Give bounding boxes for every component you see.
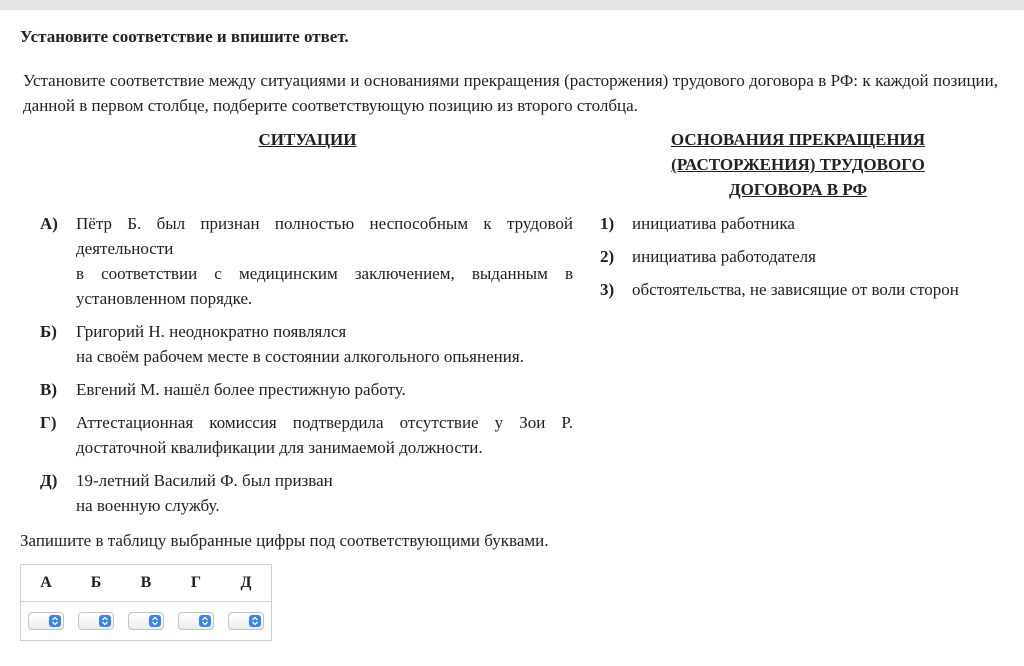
- grounds-header-line: (РАСТОРЖЕНИЯ) ТРУДОВОГО: [671, 155, 925, 174]
- situations-header: СИТУАЦИИ: [258, 130, 357, 149]
- answer-cell: [221, 602, 272, 641]
- situation-text: [76, 377, 573, 402]
- ground-text: обстоятельства, не зависящие от воли сторон: [632, 280, 959, 299]
- situation-text-line: 19-летний Василий Ф. был призван: [76, 471, 333, 490]
- situation-item-a: [40, 211, 573, 311]
- situation-letter: А): [40, 214, 58, 233]
- situation-letter: В): [40, 380, 57, 399]
- situation-text-line: на своём рабочем месте в состоянии алкогольного опьянения.: [76, 347, 524, 366]
- ground-item-3: [600, 277, 1000, 302]
- answer-table-header-row: [21, 565, 272, 602]
- ground-text: инициатива работодателя: [632, 247, 816, 266]
- ground-number: 1): [600, 214, 615, 233]
- answer-cell: [121, 602, 171, 641]
- situation-item-d: [40, 468, 573, 518]
- top-bar: [0, 0, 1024, 10]
- grounds-header-line: ОСНОВАНИЯ ПРЕКРАЩЕНИЯ: [670, 130, 926, 149]
- situation-text-line: Пётр Б. был признан полностью неспособным к трудовой деятельности: [76, 214, 573, 258]
- answer-table: [20, 564, 272, 641]
- situation-text-line: на военную службу.: [76, 496, 220, 515]
- situation-letter: Б): [40, 322, 57, 341]
- situations-list: [40, 211, 573, 526]
- answer-table-select-row: [21, 602, 272, 641]
- grounds-header: [600, 127, 996, 202]
- situation-text: [76, 468, 573, 518]
- ground-item-2: [600, 244, 1000, 269]
- situation-text-line: Григорий Н. неоднократно появлялся: [76, 322, 347, 341]
- grounds-list: [600, 211, 1000, 310]
- answer-select-b[interactable]: [78, 612, 114, 630]
- answer-column-label: Д: [221, 565, 272, 602]
- table-caption: Запишите в таблицу выбранные цифры под соответствующими буквами.: [20, 531, 549, 550]
- grounds-header-line: ДОГОВОРА В РФ: [728, 180, 868, 199]
- answer-column-label: Б: [71, 565, 121, 602]
- situation-text-line: в соответствии с медицинским заключением, выданным в установленном порядке.: [76, 264, 573, 308]
- answer-select-g[interactable]: [178, 612, 214, 630]
- answer-column-label: А: [21, 565, 72, 602]
- situation-letter: Г): [40, 413, 57, 432]
- answer-select-d[interactable]: [228, 612, 264, 630]
- chevron-up-down-icon: [99, 615, 111, 627]
- ground-text: инициатива работника: [632, 214, 795, 233]
- situation-letter: Д): [40, 471, 58, 490]
- ground-item-1: [600, 211, 1000, 236]
- chevron-up-down-icon: [49, 615, 61, 627]
- situation-item-b: [40, 319, 573, 369]
- ground-number: 2): [600, 247, 615, 266]
- ground-number: 3): [600, 280, 615, 299]
- chevron-up-down-icon: [249, 615, 261, 627]
- answer-select-a[interactable]: [28, 612, 64, 630]
- situation-text: [76, 319, 573, 369]
- chevron-up-down-icon: [199, 615, 211, 627]
- situation-text-line: Евгений М. нашёл более престижную работу.: [76, 380, 406, 399]
- situation-text: [76, 211, 573, 311]
- situation-item-v: [40, 377, 573, 402]
- answer-column-label: В: [121, 565, 171, 602]
- answer-column-label: Г: [171, 565, 221, 602]
- answer-cell: [71, 602, 121, 641]
- answer-select-v[interactable]: [128, 612, 164, 630]
- instruction-title: Установите соответствие и впишите ответ.: [20, 27, 349, 46]
- situation-text-line: Аттестационная комиссия подтвердила отсутствие у Зои Р. достаточной квалификации для занимаемой должности.: [76, 413, 573, 457]
- situation-text: [76, 410, 573, 460]
- task-description: Установите соответствие между ситуациями и основаниями прекращения (расторжения) трудового договора в РФ: к каждой позиции, данной в первом столбце, подберите соответствующую позицию из второго столбца.: [23, 71, 998, 115]
- situation-item-g: [40, 410, 573, 460]
- chevron-up-down-icon: [149, 615, 161, 627]
- answer-cell: [21, 602, 72, 641]
- answer-cell: [171, 602, 221, 641]
